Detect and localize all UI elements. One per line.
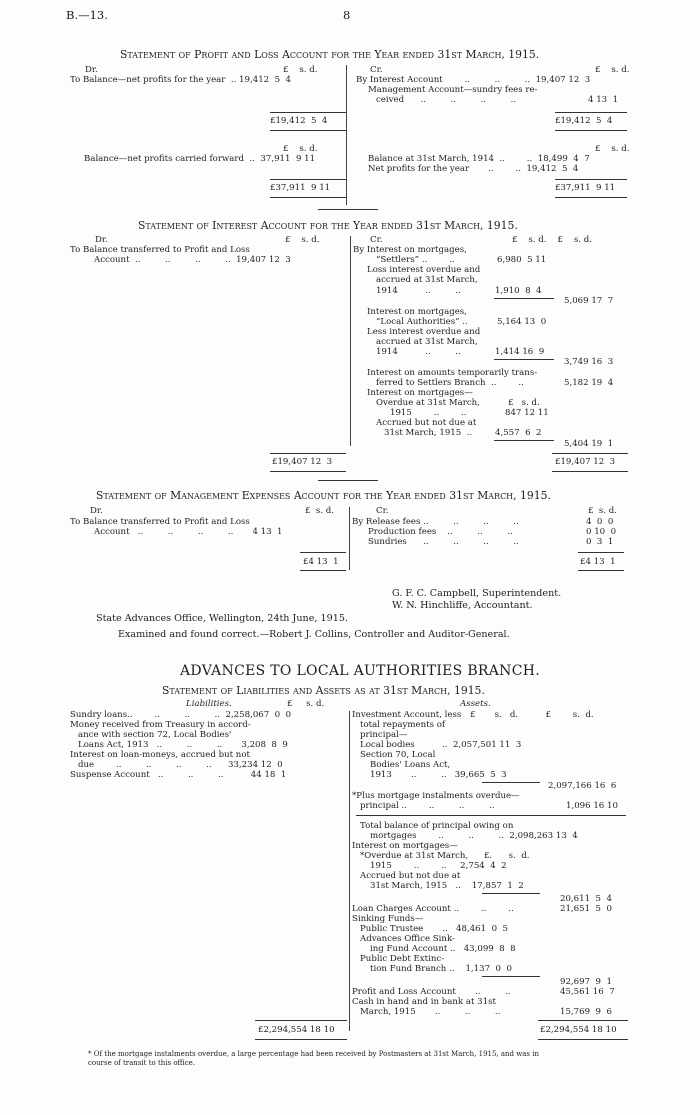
interest-amount: 5,164 13 0 (497, 317, 547, 327)
pl-credit-row: Balance at 31st March, 1914 .. .. 18,499 4 7 (368, 154, 590, 164)
rule (482, 893, 540, 894)
mgmt-amount: 4 0 0 (586, 517, 614, 527)
asset-row: Profit and Loss Account .. .. (352, 987, 511, 997)
cr-label: Cr. (370, 235, 383, 245)
asset-row: mortgages .. .. .. 2,098,263 13 4 (370, 831, 578, 841)
column-divider (346, 65, 347, 205)
interest-credit-row: By Interest on mortgages, (353, 245, 467, 255)
asset-row: ing Fund Account .. 43,099 8 8 (370, 944, 516, 954)
mgmt-debit-row: Account .. .. .. .. 4 13 1 (94, 527, 283, 537)
interest-credit-row: accrued at 31st March, (376, 337, 478, 347)
interest-amount: 1,414 16 9 (495, 347, 545, 357)
balance-sheet-title: Statement of Liabilities and Assets as at 31st March, 1915. (162, 684, 485, 697)
asset-row: principal .. .. .. .. (360, 801, 495, 811)
interest-credit-row: “Local Authorities” .. (376, 317, 468, 327)
pl-credit-row: ceived .. .. .. .. (376, 95, 517, 105)
office-date-line: State Advances Office, Wellington, 24th June, 1915. (96, 613, 348, 624)
interest-credit-row: accrued at 31st March, (376, 275, 478, 285)
interest-credit-row: Interest on mortgages— (367, 388, 473, 398)
asset-amount: 45,561 16 7 (560, 987, 615, 997)
asset-row: Total balance of principal owing on (360, 821, 514, 831)
liability-row: ance with section 72, Local Bodies' (78, 730, 232, 740)
mgmt-amount: 0 10 0 (586, 527, 617, 537)
lsd-heading: £. s. d. (484, 851, 530, 861)
rule (270, 453, 346, 454)
rule (482, 782, 540, 783)
column-divider (349, 711, 350, 1031)
interest-total: £19,407 12 3 (555, 457, 616, 467)
asset-row: 1915 .. .. 2,754 4 2 (370, 861, 507, 871)
pl-credit-row: Net profits for the year .. .. 19,412 5 4 (368, 164, 579, 174)
lsd-heading: £ s. d. (283, 65, 318, 75)
asset-row: Investment Account, less (352, 710, 462, 720)
rule (255, 1039, 347, 1040)
asset-amount: 21,651 5 0 (560, 904, 612, 914)
superintendent-signature: G. F. C. Campbell, Superintendent. (392, 588, 562, 599)
separator (318, 209, 378, 210)
accountant-signature: W. N. Hinchliffe, Accountant. (392, 600, 533, 611)
assets-heading: Assets. (460, 699, 491, 709)
pl-debit-row: To Balance—net profits for the year .. 19,412 5 4 (70, 75, 291, 85)
assets-total: £2,294,554 18 10 (540, 1025, 617, 1035)
rule (552, 453, 628, 454)
interest-credit-row: Loss interest overdue and (367, 265, 481, 275)
asset-amount: 20,611 5 4 (560, 894, 612, 904)
lsd-heading: £ s. d. £ s. d. (470, 710, 594, 720)
asset-row: Advances Office Sink- (360, 934, 455, 944)
interest-amount: 5,404 19 1 (564, 439, 614, 449)
asset-row: *Plus mortgage instalments overdue— (352, 791, 520, 801)
asset-row: principal— (360, 730, 408, 740)
liability-row: Sundry loans.. .. .. .. 2,258,067 0 0 (70, 710, 292, 720)
rule (552, 471, 628, 472)
pl-amount: 4 13 1 (588, 95, 619, 105)
pl-total: £37,911 9 11 (270, 183, 331, 193)
liability-row: Suspense Account .. .. .. 44 18 1 (70, 770, 287, 780)
liability-row: Interest on loan-moneys, accrued but not (70, 750, 250, 760)
lsd-heading: £ s. d. (283, 144, 318, 154)
interest-amount: 6,980 5 11 (497, 255, 547, 265)
interest-amount: 3,749 16 3 (564, 357, 614, 367)
lsd-heading: £ s. d. (595, 65, 630, 75)
rule (482, 976, 540, 977)
pl-debit-row: Balance—net profits carried forward .. 37,911 9 11 (84, 154, 316, 164)
mgmt-debit-row: To Balance transferred to Profit and Loss (70, 517, 250, 527)
asset-row: Public Trustee .. 48,461 0 5 (360, 924, 508, 934)
rule (555, 112, 627, 113)
interest-amount: 5,069 17 7 (564, 296, 614, 306)
rule (538, 1039, 628, 1040)
asset-row: March, 1915 .. .. .. (360, 1007, 501, 1017)
pl-credit-row: Management Account—sundry fees re- (368, 85, 538, 95)
rule (555, 197, 627, 198)
interest-credit-row: Accrued but not due at (376, 418, 477, 428)
liability-row: due .. .. .. .. 33,234 12 0 (78, 760, 283, 770)
profit-loss-title: Statement of Profit and Loss Account for the Year ended 31st March, 1915. (120, 48, 540, 61)
lsd-heading: £ s. d. (508, 398, 540, 408)
mgmt-total: £4 13 1 (580, 557, 616, 567)
asset-amount: 15,769 9 6 (560, 1007, 612, 1017)
liability-row: Money received from Treasury in accord- (70, 720, 251, 730)
asset-row: Local bodies .. 2,057,501 11 3 (360, 740, 522, 750)
rule (300, 570, 346, 571)
rule (300, 552, 346, 553)
interest-total: £19,407 12 3 (272, 457, 333, 467)
interest-amount: 1,910 8 4 (495, 286, 542, 296)
separator (318, 480, 378, 481)
footnote: course of transit to this office. (88, 1059, 196, 1067)
lsd-heading: £ s. d. (588, 506, 618, 516)
interest-credit-row: “Settlers” .. .. (376, 255, 455, 265)
interest-credit-row: ferred to Settlers Branch .. .. (376, 378, 524, 388)
asset-row: Public Debt Extinc- (360, 954, 445, 964)
column-divider (349, 507, 350, 570)
rule (270, 197, 346, 198)
asset-row: Sinking Funds— (352, 914, 424, 924)
mgmt-credit-row: Sundries .. .. .. .. (368, 537, 519, 547)
asset-row: 31st March, 1915 .. 17,857 1 2 (370, 881, 524, 891)
rule (555, 179, 627, 180)
liabilities-total: £2,294,554 18 10 (258, 1025, 335, 1035)
pl-total: £19,412 5 4 (555, 116, 613, 126)
management-title: Statement of Management Expenses Account for the Year ended 31st March, 1915. (96, 489, 551, 502)
rule (494, 440, 554, 441)
rule (494, 298, 554, 299)
lsd-heading: £ s. d. (305, 506, 335, 516)
interest-credit-row: 1914 .. .. (376, 286, 461, 296)
interest-amount: 4,557 6 2 (495, 428, 542, 438)
interest-credit-row: Interest on mortgages, (367, 307, 467, 317)
mgmt-total: £4 13 1 (303, 557, 339, 567)
lsd-heading: £ s. d. £ s. d. (512, 235, 592, 245)
interest-credit-row: Overdue at 31st March, (376, 398, 480, 408)
interest-debit-row: Account .. .. .. .. 19,407 12 3 (94, 255, 291, 265)
report-reference: B.—13. (66, 8, 108, 22)
interest-credit-row: Less interest overdue and (367, 327, 481, 337)
page-number: 8 (343, 8, 351, 22)
asset-row: Loan Charges Account .. .. .. (352, 904, 514, 914)
interest-amount: 847 12 11 (505, 408, 549, 418)
column-divider (350, 236, 351, 446)
liability-row: Loans Act, 1913 .. .. .. 3,208 8 9 (78, 740, 288, 750)
dr-label: Dr. (85, 65, 98, 75)
lsd-heading: £ s. d. (285, 235, 320, 245)
asset-amount: 1,096 16 10 (566, 801, 618, 811)
interest-credit-row: Interest on amounts temporarily trans- (367, 368, 538, 378)
rule (494, 359, 554, 360)
interest-credit-row: 31st March, 1915 .. (384, 428, 473, 438)
rule (255, 1020, 347, 1021)
asset-row: Accrued but not due at (360, 871, 461, 881)
rule (270, 179, 346, 180)
interest-credit-row: 1915 .. .. (390, 408, 467, 418)
rule (555, 130, 627, 131)
asset-row: Bodies' Loans Act, (370, 760, 451, 770)
mgmt-credit-row: Production fees .. .. .. (368, 527, 513, 537)
asset-row: Section 70, Local (360, 750, 436, 760)
asset-amount: 92,697 9 1 (560, 977, 612, 987)
mgmt-credit-row: By Release fees .. .. .. .. (352, 517, 519, 527)
asset-row: 1913 .. .. 39,665 5 3 (370, 770, 507, 780)
asset-amount: 2,097,166 16 6 (548, 781, 617, 791)
asset-row: Cash in hand and in bank at 31st (352, 997, 496, 1007)
cr-label: Cr. (370, 65, 383, 75)
dr-label: Dr. (95, 235, 108, 245)
liabilities-heading: Liabilities. (186, 699, 232, 709)
lsd-heading: £ s. d. (595, 144, 630, 154)
audit-statement: Examined and found correct.—Robert J. Collins, Controller and Auditor-General. (118, 629, 510, 640)
pl-credit-row: By Interest Account .. .. .. 19,407 12 3 (356, 75, 591, 85)
dr-label: Dr. (90, 506, 103, 516)
asset-row: total repayments of (360, 720, 446, 730)
interest-title: Statement of Interest Account for the Year ended 31st March, 1915. (138, 219, 518, 232)
pl-total: £37,911 9 11 (555, 183, 616, 193)
rule (356, 815, 626, 816)
interest-debit-row: To Balance transferred to Profit and Loss (70, 245, 250, 255)
mgmt-amount: 0 3 1 (586, 537, 614, 547)
interest-amount: 5,182 19 4 (564, 378, 614, 388)
asset-row: *Overdue at 31st March, (360, 851, 469, 861)
cr-label: Cr. (376, 506, 389, 516)
rule (270, 130, 346, 131)
pl-total: £19,412 5 4 (270, 116, 328, 126)
rule (270, 112, 346, 113)
rule (578, 552, 624, 553)
rule (578, 570, 624, 571)
lsd-heading: £ s. d. (287, 699, 325, 709)
branch-heading: ADVANCES TO LOCAL AUTHORITIES BRANCH. (180, 663, 540, 679)
asset-row: tion Fund Branch .. 1,137 0 0 (370, 964, 512, 974)
rule (270, 471, 346, 472)
interest-credit-row: 1914 .. .. (376, 347, 461, 357)
asset-row: Interest on mortgages— (352, 841, 458, 851)
footnote: * Of the mortgage instalments overdue, a large percentage had been received by Postmasters at 31st March, 1915, and was in (88, 1050, 539, 1058)
rule (538, 1020, 628, 1021)
